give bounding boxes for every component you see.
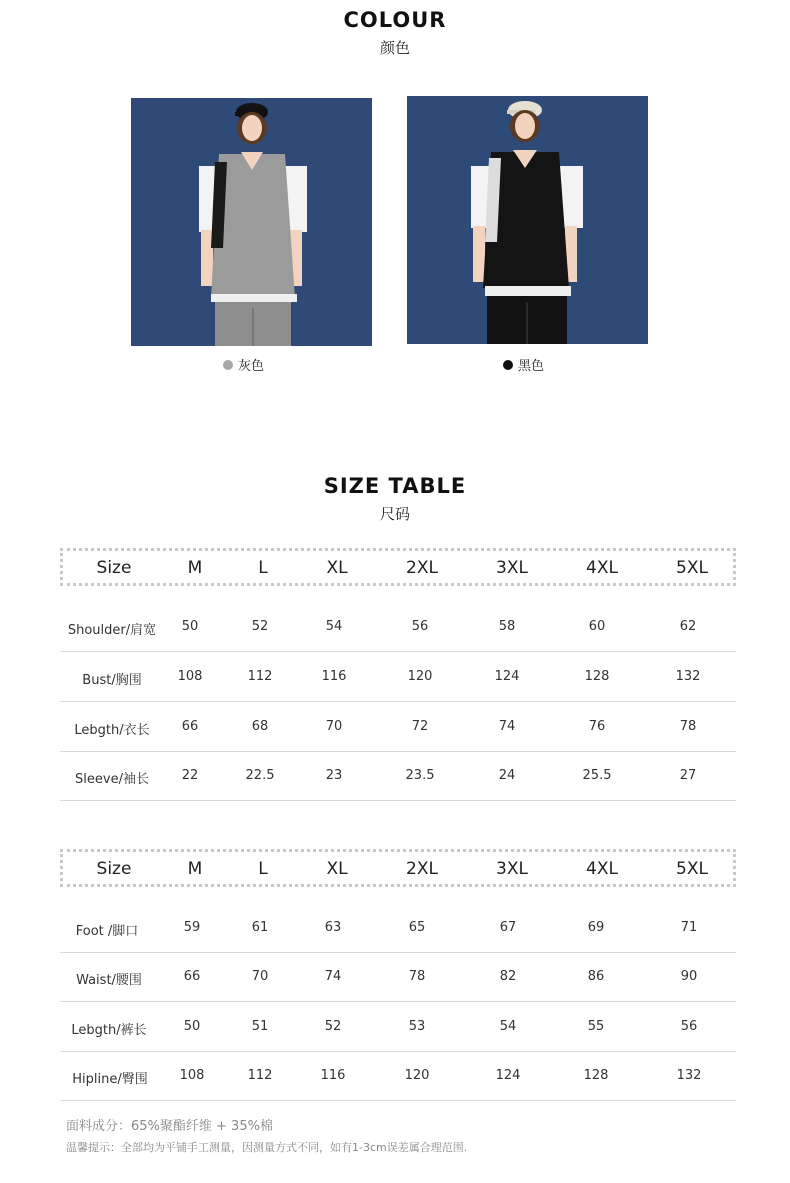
table-cell: 50 [183,1019,201,1034]
table-cell: 53 [408,1019,426,1034]
header-cell: L [258,558,268,578]
table-row [60,602,736,652]
table-cell: 112 [247,1068,273,1083]
color-option-black[interactable] [503,355,544,374]
header-cell: 4XL [586,558,618,578]
header-cell: Size [96,859,132,879]
table-cell: 56 [411,619,429,634]
table-cell: 22.5 [245,768,275,783]
color-label-gray: 灰色 [238,359,265,374]
table-cell: 120 [407,669,433,684]
table-cell: 60 [588,619,606,634]
table-row [60,652,736,702]
row-label: Waist/腰围 [76,973,142,988]
black-dot-icon [503,360,513,370]
table-cell: 61 [251,920,269,935]
table-cell: 66 [181,719,199,734]
table-row [60,903,736,953]
header-cell: 5XL [676,859,708,879]
table-cell: 62 [679,619,697,634]
measurement-tip: 温馨提示：全部均为平铺手工测量，因测量方式不同，如有1-3cm误差属合理范围. [66,1141,468,1154]
table-cell: 69 [587,920,605,935]
table-cell: 70 [251,969,269,984]
table-cell: 67 [499,920,517,935]
header-cell: 2XL [406,859,438,879]
table-cell: 70 [325,719,343,734]
table-cell: 86 [587,969,605,984]
table-cell: 108 [179,1068,205,1083]
header-cell: L [258,859,268,879]
top-size-table [60,548,736,801]
row-label: Bust/胸围 [82,673,142,688]
table-row [60,751,736,801]
header-cell: M [187,558,203,578]
size-table-subtitle: 尺码 [379,505,410,523]
table-cell: 72 [411,719,429,734]
table-cell: 116 [320,1068,346,1083]
black-outfit-photo [407,96,648,344]
row-label: Shoulder/肩宽 [67,623,157,638]
colour-subtitle: 颜色 [379,39,410,57]
table-cell: 25.5 [582,768,612,783]
table-header-row [60,548,736,586]
table-cell: 78 [679,719,697,734]
table-cell: 65 [408,920,426,935]
table-cell: 128 [584,669,610,684]
table-cell: 23.5 [405,768,435,783]
header-cell: XL [326,558,348,578]
header-cell: Size [96,558,132,578]
table-cell: 55 [587,1019,605,1034]
table-cell: 68 [251,719,269,734]
table-cell: 128 [583,1068,609,1083]
row-label: Sleeve/袖长 [75,772,149,787]
table-cell: 54 [325,619,343,634]
header-cell: 4XL [586,859,618,879]
table-cell: 74 [324,969,342,984]
table-row [60,952,736,1002]
table-cell: 66 [183,969,201,984]
table-cell: 63 [324,920,342,935]
table-cell: 108 [177,669,203,684]
table-cell: 58 [498,619,516,634]
header-cell: 3XL [496,859,528,879]
table-cell: 23 [325,768,343,783]
table-cell: 27 [679,768,697,783]
header-cell: 2XL [406,558,438,578]
color-label-black: 黑色 [518,359,545,374]
table-header-row [60,849,736,887]
gray-dot-icon [223,360,233,370]
color-option-gray[interactable] [223,355,264,374]
table-cell: 50 [181,619,199,634]
table-cell: 59 [183,920,201,935]
table-cell: 124 [494,669,520,684]
table-cell: 52 [324,1019,342,1034]
table-row [60,702,736,752]
table-row [60,1051,736,1101]
table-cell: 24 [498,768,516,783]
table-cell: 22 [181,768,199,783]
table-cell: 124 [495,1068,521,1083]
table-cell: 71 [680,920,698,935]
row-label: Lebgth/裤长 [71,1023,147,1038]
table-cell: 74 [498,719,516,734]
table-cell: 82 [499,969,517,984]
table-cell: 52 [251,619,269,634]
table-cell: 51 [251,1019,269,1034]
table-cell: 116 [321,669,347,684]
header-cell: 3XL [496,558,528,578]
header-cell: 5XL [676,558,708,578]
table-cell: 90 [680,969,698,984]
table-cell: 76 [588,719,606,734]
header-cell: XL [326,859,348,879]
table-cell: 120 [404,1068,430,1083]
fabric-note: 面料成分：65%聚酯纤维 + 35%棉 [66,1119,273,1134]
gray-outfit-photo [131,98,372,346]
table-row [60,1002,736,1052]
header-cell: M [187,859,203,879]
colour-title: COLOUR [343,8,447,32]
size-table-title: SIZE TABLE [323,474,467,498]
bottom-size-table [60,849,736,1103]
table-cell: 54 [499,1019,517,1034]
row-label: Hipline/臀围 [72,1072,148,1087]
table-cell: 132 [675,669,701,684]
table-cell: 56 [680,1019,698,1034]
row-label: Lebgth/衣长 [74,723,150,738]
table-cell: 132 [676,1068,702,1083]
table-cell: 112 [247,669,273,684]
table-cell: 78 [408,969,426,984]
row-label: Foot /脚口 [75,924,139,939]
